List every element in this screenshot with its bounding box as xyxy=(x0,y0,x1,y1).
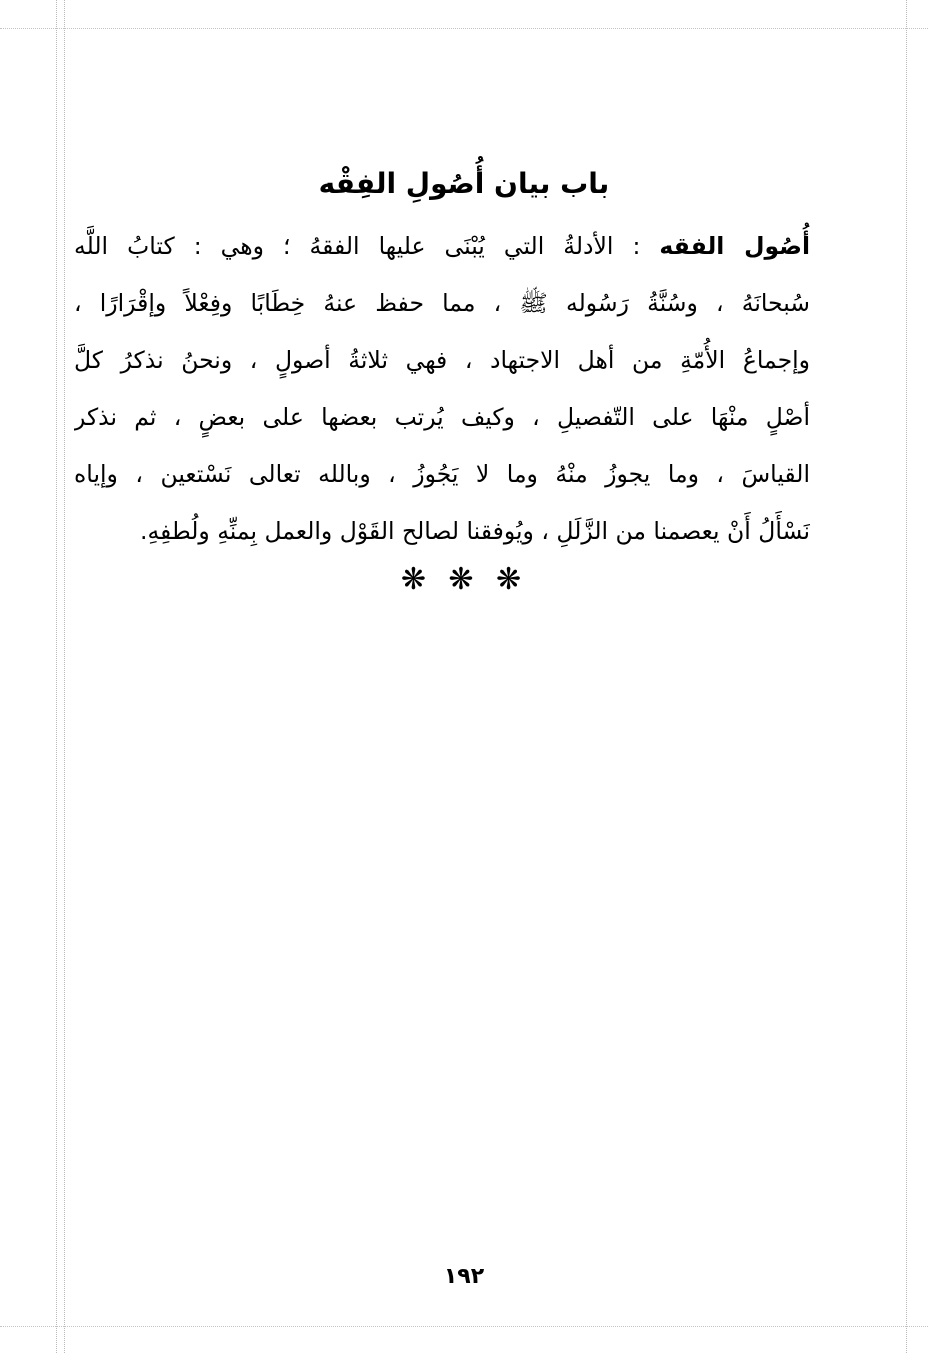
paragraph-line: القياسَ ، وما يجوزُ منْهُ وما لا يَجُوزُ ، وبالله تعالى نَسْتعين ، وإياه xyxy=(74,460,810,488)
paragraph-line: نَسْأَلُ أَنْ يعصمنا من الزَّلَلِ ، ويُوفقنا لصالح القَوْل والعمل بِمنِّهِ ولُطفِهِ. xyxy=(139,517,810,545)
paragraph-line: وإجماعُ الأُمّةِ من أهل الاجتهاد ، فهي ثلاثةُ أصولٍ ، ونحنُ نذكرُ كلَّ xyxy=(74,346,810,374)
scan-guide-line xyxy=(906,0,907,1353)
scan-guide-line xyxy=(56,0,57,1353)
chapter-heading: باب بيان أُصُولِ الفِقْه xyxy=(318,167,610,200)
line-text: : الأدلةُ التي يُبْنَى عليها الفقهُ ؛ وهي : كتابُ اللَّه xyxy=(74,232,660,260)
body-paragraph xyxy=(74,218,810,560)
scan-guide-line xyxy=(64,0,65,1353)
scan-guide-line xyxy=(0,1326,928,1327)
paragraph-line: سُبحانَهُ ، وسُنَّةُ رَسُوله ﷺ ، مما حفظ عنهُ خِطَابًا وفِعْلاً وإقْرَارًا ، xyxy=(74,289,810,317)
page-number: ١٩٢ xyxy=(443,1264,485,1289)
scan-guide-line xyxy=(0,28,928,29)
section-separator-stars: ❋ ❋ ❋ xyxy=(400,562,528,597)
paragraph-line: أصْلٍ منْهَا على التّفصيلِ ، وكيف يُرتب بعضها على بعضٍ ، ثم نذكر xyxy=(74,403,810,431)
paragraph-line xyxy=(74,218,810,275)
term-lead: أُصُول الفقه xyxy=(659,232,810,260)
